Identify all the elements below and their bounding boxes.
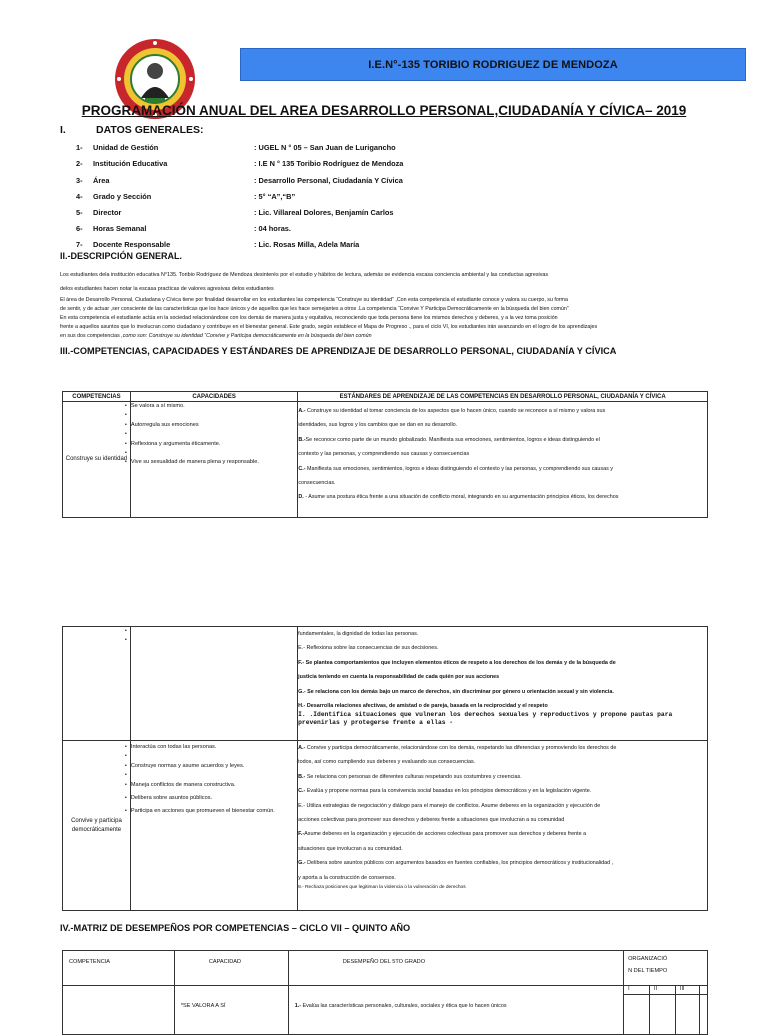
standard-line: E.- Reflexiona sobre las consecuencias de sus decisiones.: [298, 645, 439, 652]
period-cell: [650, 995, 676, 1035]
period-cell: [699, 995, 707, 1035]
header-competencias: COMPETENCIAS: [63, 392, 131, 402]
standard-line: y aporta a la construcción de consensos.: [298, 874, 396, 881]
capacity-item: [131, 636, 297, 645]
capacity-item: [131, 627, 297, 636]
section-number: I.: [60, 124, 66, 136]
matrix-header-competencia: COMPETENCIA: [63, 951, 175, 986]
document-title: PROGRAMACIÓN ANUAL DEL AREA DESARROLLO PERSONAL,CIUDADANÍA Y CÍVICA– 2019: [81, 103, 687, 118]
competency-name: Convive y participa democráticamente: [63, 741, 131, 911]
section-datos-generales-heading: [60, 124, 204, 136]
description-paragraph: delos estudiantes hacen notar la escasa practicas de valores agresivas delos estudiantes: [60, 286, 274, 292]
matrix-blank: [174, 986, 288, 995]
standard-line: todos, así como cumpliendo sus deberes y evaluando sus consecuencias.: [298, 759, 476, 766]
standard-line: A.- Convive y participa democráticamente, relacionándose con los demás, respetando las diferencias y promoviendo los derechos de: [298, 745, 617, 751]
standard-line: E.- Utiliza estrategias de negociación y diálogo para el manejo de conflictos. Asume deberes en la organización y ejecución de: [298, 802, 601, 809]
matrix-header-tiempo: ORGANIZACIÓ N DEL TIEMPO: [624, 951, 708, 986]
header-estandares: ESTÁNDARES DE APRENDIZAJE DE LAS COMPETENCIAS EN DESARROLLO PERSONAL, CIUDADANÍA Y CÍVICA: [298, 392, 708, 402]
description-line-last: en sus dos competencias ,como son: Construye su identidad “Convive y Participa democráticamente en la búsqueda del bien común: [60, 333, 372, 339]
matrix-desempeno-cell: 1.- Evalúa las características personales, culturales, sociales y ética que lo hacen únicos: [288, 995, 623, 1035]
standard-line: contexto y las personas, y comprendiendo sus causas y consecuencias: [298, 451, 470, 458]
header-capacidades: CAPACIDADES: [130, 392, 297, 402]
competencies-table-2: [62, 626, 708, 911]
standard-line: G.- Delibera sobre asuntos públicos con argumentos basados en fuentes confiables, los principios democráticos y institucionalidad ,: [298, 860, 614, 867]
description-line: El área de Desarrollo Personal, Ciudadana y Cívica tiene por finalidad desarrollar en los estudiantes las competencia “Construye su identidad” ,Con esta competencia el estudiante conoce y valora su cuerpo, su forma: [60, 297, 568, 303]
section-descripcion-heading: II.-DESCRIPCIÓN GENERAL.: [60, 251, 183, 261]
standards-cell: [298, 741, 708, 911]
period-label: I: [624, 986, 650, 995]
standards-cell-continued: [298, 627, 708, 741]
standard-line: justicia teniendo en cuenta la responsabilidad de cada quién por sus acciones: [298, 674, 500, 681]
competencies-table-1: [62, 391, 708, 518]
matrix-competency-cell: [63, 995, 175, 1035]
matrix-capacity-cell: *SE VALORA A SÍ: [174, 995, 288, 1035]
standard-line: identidades, sus logros y los cambios que se dan en su desarrollo.: [298, 422, 458, 429]
competency-name: Construye su identidad: [63, 402, 131, 518]
description-line: frente a aquellos asuntos que lo involucran como ciudadano y contribuye en el bienestar general. Este grado, según establece el Mapa de Progreso ., para el ciclo VI, los estudiantes irán avanzando en el logro de los aprendizajes: [60, 324, 598, 330]
capacity-item: • Vive su sexualidad de manera plena y responsable.: [131, 458, 297, 467]
standard-line: H.- Desarrolla relaciones afectivas, de amistad o de pareja, basada en la reciprocidad y el respeto: [298, 702, 548, 709]
period-cell: [624, 995, 650, 1035]
capacity-item: • Delibera sobre asuntos públicos.: [131, 794, 297, 803]
description-line: En esta competencia el estudiante actúa en la sociedad relacionándose con los demás de manera justa y equitativa, reconociendo que toda persona tiene los mismos derechos y deberes, y a la vez toma posición: [60, 315, 558, 321]
standard-line: acciones colectivas para promover sus derechos y deberes frente a situaciones que involucran a su comunidad: [298, 816, 565, 823]
capacity-item: [131, 430, 297, 439]
capacities-list: [130, 402, 297, 518]
period-cell: [676, 995, 700, 1035]
standard-line: consecuencias.: [298, 479, 336, 486]
matrix-blank: [63, 986, 175, 995]
standard-line: C.- Evalúa y propone normas para la convivencia social basadas en los principios democráticos y en la legislación vigente.: [298, 788, 592, 795]
capacity-item: • Se valora a sí mismo.: [131, 402, 297, 411]
standard-line: fundamentales, la dignidad de todas las personas.: [298, 631, 419, 637]
section-title: DATOS GENERALES:: [96, 124, 204, 136]
matrix-blank: [288, 986, 623, 995]
empty-capacities-cell: [130, 627, 297, 741]
capacity-item: [131, 771, 297, 780]
capacity-item: [131, 411, 297, 420]
capacity-item: [131, 752, 297, 761]
standards-cell: [298, 402, 708, 518]
standard-line: situaciones que involucran a su comunidad.: [298, 845, 403, 852]
standard-line: A.- Construye su identidad al tomar conciencia de los aspectos que lo hacen único, cuando se reconoce a sí mismo y valora sus: [298, 408, 606, 414]
capacity-item: • Participa en acciones que promueven el bienestar común.: [131, 807, 297, 816]
capacity-item: • Interactúa con todas las personas.: [131, 743, 297, 752]
section-competencias-heading: III.-COMPETENCIAS, CAPACIDADES Y ESTÁNDARES DE APRENDIZAJE DE DESARROLLO PERSONAL, CIUDADANÍA Y CÍVICA: [60, 346, 617, 356]
standard-line: B.-Se reconoce como parte de un mundo globalizado. Manifiesta sus emociones, sentimientos, logros e ideas distinguiendo el: [298, 436, 600, 443]
standard-line: C.- Manifiesta sus emociones, sentimientos, logros e ideas distinguiendo el contexto y las personas, y comprendiendo sus causas y: [298, 465, 613, 472]
standard-line: G.- Se relaciona con los demás bajo un marco de derechos, sin discriminar por género u orientación sexual y sin violencia.: [298, 688, 614, 695]
standard-line: B.- Se relaciona con personas de diferentes culturas respetando sus costumbres y creencias.: [298, 773, 522, 780]
performance-matrix-table: [62, 950, 708, 1035]
capacity-item: • Maneja conflictos de manera constructiva.: [131, 781, 297, 790]
empty-competency-cell: [63, 627, 131, 741]
standard-line: D. - Asume una postura ética frente a una situación de conflicto moral, integrando en su argumentación principios éticos, los derechos: [298, 494, 619, 501]
period-label: III: [676, 986, 700, 995]
matrix-header-capacidad: CAPACIDAD: [174, 951, 288, 986]
standard-line: F.- Se plantea comportamientos que incluyen elementos éticos de respeto a los derechos de los demás y de la búsqueda de: [298, 659, 616, 666]
description-paragraph: Los estudiantes dela institución educativa N°135. Toribio Rodríguez de Mendoza desinterés por el estudio y hábitos de lectura, además se evidencia escasa conciencia ambiental y las conductas agresivas: [60, 272, 549, 278]
capacity-item: • Autorregula sus emociones: [131, 421, 297, 430]
standard-line-mono: prevenirlas y protegerse frente a ellas -: [298, 718, 454, 726]
description-line: de sentir, y de actuar ,ser consciente de las características que los hace únicos y de aquellos que les hace semejantes a otros .La competencia “Convive Y Participa Democráticamente en la búsqueda del bien común”: [60, 306, 569, 312]
matrix-header-desempeno: DESEMPEÑO DEL 5TO GRADO: [288, 951, 623, 986]
school-name-banner: I.E.N°-135 TORIBIO RODRIGUEZ DE MENDOZA: [240, 48, 746, 81]
period-label: II: [650, 986, 676, 995]
standard-line-small: 8.- Rechaza posiciones que legitiman la violencia o la vulneración de derechos: [298, 884, 466, 890]
standard-line: F.-Asume deberes en la organización y ejecución de acciones colectivas para promover sus derechos y deberes frente a: [298, 831, 587, 838]
capacity-item: [131, 449, 297, 458]
period-blank: [699, 986, 707, 995]
capacity-item: • Construye normas y asume acuerdos y leyes.: [131, 762, 297, 771]
capacities-list: [130, 741, 297, 911]
standard-line-mono: I. .Identifica situaciones que vulneran los derechos sexuales y reproductivos y propone pautas para: [298, 710, 673, 718]
section-matriz-heading: IV.-MATRIZ DE DESEMPEÑOS POR COMPETENCIAS – CICLO VII – QUINTO AÑO: [60, 923, 411, 933]
capacity-item: • Reflexiona y argumenta éticamente.: [131, 440, 297, 449]
